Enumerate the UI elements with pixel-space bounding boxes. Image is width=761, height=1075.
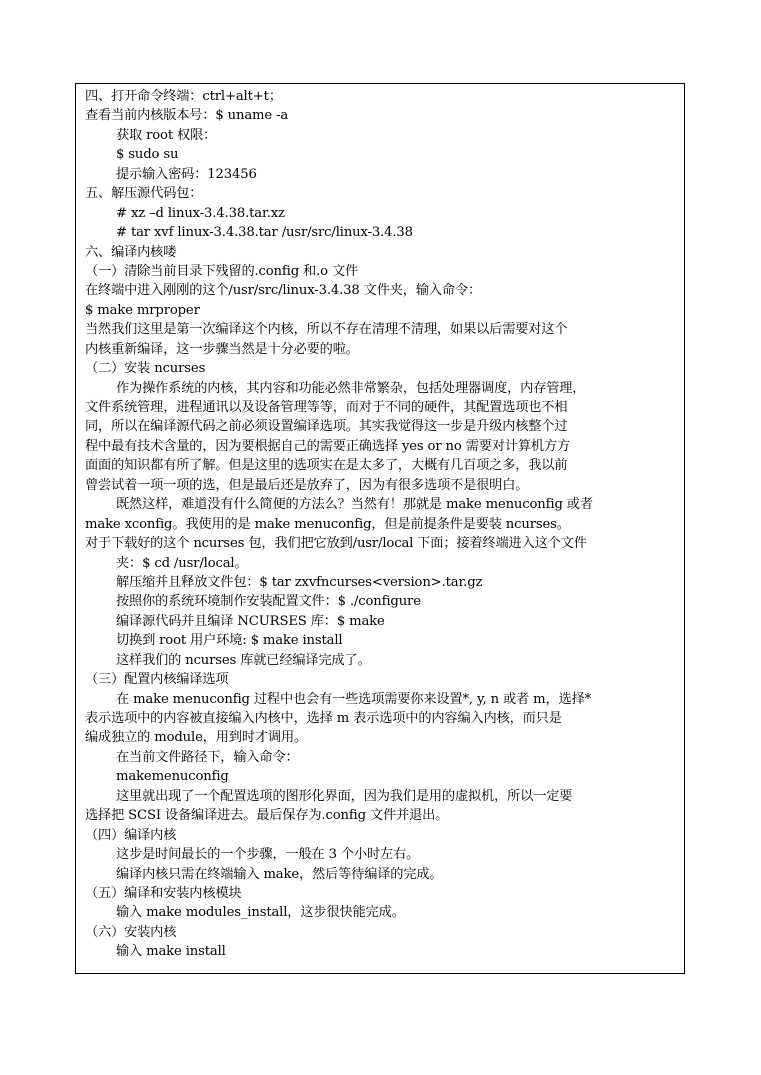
paragraph-line: make xconfig。我使用的是 make menuconfig，但是前提条件是要装 ncurses。 <box>85 516 570 532</box>
subsection-heading: （五）编译和安装内核模块 <box>85 885 242 901</box>
command-line: $ make mrproper <box>85 302 200 318</box>
paragraph-line: 文件系统管理，进程通讯以及设备管理等等，而对于不同的硬件，其配置选项也不相 <box>85 400 568 415</box>
paragraph-line: 面面的知识都有所了解。但是这里的选项实在是太多了，大概有几百项之多，我以前 <box>85 458 568 474</box>
paragraph-line: 选择把 SCSI 设备编译进去。最后保存为.config 文件并退出。 <box>85 808 449 824</box>
paragraph-line: 在 make menuconfig 过程中也会有一些选项需要你来设置*, y, n 或者 m，选择* <box>116 691 592 707</box>
text-line: 获取 root 权限： <box>116 127 217 143</box>
section-heading: 六、编译内核喽 <box>85 244 177 260</box>
command-line: $ sudo su <box>116 147 179 163</box>
text-line: 编译内核只需在终端输入 make，然后等待编译的完成。 <box>116 866 443 882</box>
section-heading: 五、解压源代码包： <box>85 186 203 202</box>
text-line: 在终端中进入刚刚的这个/usr/src/linux-3.4.38 文件夹，输入命令： <box>85 283 482 299</box>
command-line: 切换到 root 用户环境: $ make install <box>116 633 343 649</box>
document-body <box>85 87 645 962</box>
subsection-heading: （四）编译内核 <box>85 827 177 843</box>
text-line: 查看当前内核版本号：$ uname -a <box>85 108 289 124</box>
command-line: 输入 make install <box>116 944 226 960</box>
section-heading: 四、打开命令终端：ctrl+alt+t； <box>85 89 282 104</box>
paragraph-line: 曾尝试着一项一项的选，但是最后还是放弃了，因为有很多选项不是很明白。 <box>85 477 529 493</box>
paragraph-line: 表示选项中的内容被直接编入内核中，选择 m 表示选项中的内容编入内核，而只是 <box>85 711 562 726</box>
paragraph-line: 程中最有技术含量的，因为要根据自己的需要正确选择 yes or no 需要对计算机方方 <box>85 438 571 454</box>
command-line: 按照你的系统环境制作安装配置文件：$ ./configure <box>116 594 421 610</box>
paragraph-line: 编成独立的 module，用到时才调用。 <box>85 730 308 746</box>
subsection-heading: （三）配置内核编译选项 <box>85 672 229 688</box>
paragraph-line: 夹：$ cd /usr/local。 <box>116 555 248 571</box>
paragraph-line: 同，所以在编译源代码之前必须设置编译选项。其实我觉得这一步是升级内核整个过 <box>85 419 568 435</box>
paragraph-line: 这里就出现了一个配置选项的图形化界面，因为我们是用的虚拟机，所以一定要 <box>116 788 573 804</box>
subsection-heading: （六）安装内核 <box>85 924 177 940</box>
text-line: 输入 make modules_install，这步很快能完成。 <box>116 905 405 921</box>
paragraph-line: 作为操作系统的内核，其内容和功能必然非常繁杂，包括处理器调度，内存管理， <box>116 380 586 396</box>
paragraph-line: 对于下载好的这个 ncurses 包，我们把它放到/usr/local 下面；接着终端进入这个文件 <box>85 536 587 552</box>
command-line: # tar xvf linux-3.4.38.tar /usr/src/linux-3.4.38 <box>116 225 413 241</box>
command-line: # xz –d linux-3.4.38.tar.xz <box>116 205 285 221</box>
command-line: 编译源代码并且编译 NCURSES 库：$ make <box>116 613 385 629</box>
subsection-heading: （一）清除当前目录下残留的.config 和.o 文件 <box>85 263 359 279</box>
command-line: makemenuconfig <box>116 769 229 785</box>
paragraph-line: 当然我们这里是第一次编译这个内核，所以不存在清理不清理，如果以后需要对这个 <box>85 322 568 338</box>
text-line: 在当前文件路径下，输入命令： <box>116 749 299 765</box>
subsection-heading: （二）安装 ncurses <box>85 361 206 377</box>
paragraph-line: 内核重新编译，这一步骤当然是十分必要的啦。 <box>85 341 359 357</box>
paragraph-line: 既然这样，难道没有什么简便的方法么？当然有！那就是 make menuconfig 或者 <box>116 497 593 513</box>
text-line: 这样我们的 ncurses 库就已经编译完成了。 <box>116 652 371 668</box>
text-line: 提示输入密码：123456 <box>116 166 257 182</box>
command-line: 解压缩并且释放文件包：$ tar zxvfncurses<version>.tar.gz <box>116 574 483 590</box>
text-line: 这步是时间最长的一个步骤，一般在 3 个小时左右。 <box>116 847 420 863</box>
